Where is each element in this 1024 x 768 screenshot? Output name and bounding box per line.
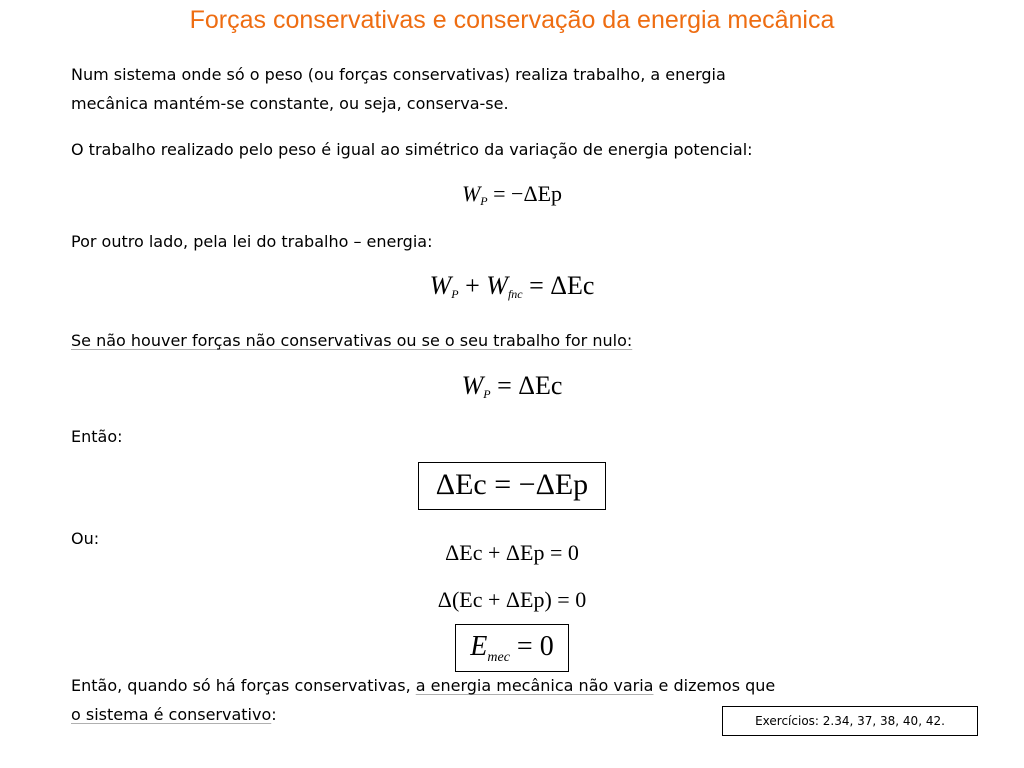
no-nonconservative-label: Se não houver forças não conservativas ou se o seu trabalho for nulo: xyxy=(71,331,633,350)
formula-subscript: fnc xyxy=(507,287,523,301)
formula-subscript: P xyxy=(480,194,488,208)
formula-rhs: = ΔEc xyxy=(490,371,563,400)
formula-subscript: mec xyxy=(487,650,510,665)
formula-work-energy-theorem xyxy=(0,273,1024,307)
intro-line-2: mecânica mantém-se constante, ou seja, conserva-se. xyxy=(71,94,509,113)
formula-delta-sum-zero: Δ(Ec + ΔEp) = 0 xyxy=(437,587,587,612)
formula-work-kinetic xyxy=(0,373,1024,407)
conclusion-middle: e dizemos que xyxy=(653,676,776,695)
work-weight-text: O trabalho realizado pelo peso é igual ao simétrico da variação de energia potencial: xyxy=(71,140,753,159)
conclusion-highlight-energy: a energia mecânica não varia xyxy=(415,676,654,695)
formula-operator: + xyxy=(458,271,487,300)
formula-sum-zero: ΔEc + ΔEp = 0 xyxy=(445,540,579,565)
boxed-formula-mechanical-energy xyxy=(455,624,569,672)
conclusion-prefix: Então, quando só há forças conservativas, xyxy=(71,676,416,695)
conclusion-line-1 xyxy=(71,671,775,700)
conclusion-highlight-system: o sistema é conservativo xyxy=(71,705,272,724)
formula-symbol: W xyxy=(461,371,484,400)
work-energy-text: Por outro lado, pela lei do trabalho – energia: xyxy=(71,232,433,251)
formula-symbol: W xyxy=(486,271,508,300)
no-nonconservative-text xyxy=(71,326,632,355)
formula-subscript: P xyxy=(451,287,459,301)
boxed-formula-energy-exchange: ΔEc = −ΔEp xyxy=(418,462,606,510)
exercises-box: Exercícios: 2.34, 37, 38, 40, 42. xyxy=(722,706,978,736)
or-label: Ou: xyxy=(71,529,100,548)
formula-work-weight xyxy=(0,181,1024,214)
formula-rhs: = −ΔEp xyxy=(487,181,563,206)
formula-subscript: P xyxy=(483,387,491,401)
slide-title: Forças conservativas e conservação da energia mecânica xyxy=(189,6,835,34)
intro-line-1: Num sistema onde só o peso (ou forças conservativas) realiza trabalho, a energia xyxy=(71,65,726,84)
formula-rhs: = ΔEc xyxy=(522,271,595,300)
formula-symbol: E xyxy=(470,631,488,662)
conclusion-suffix: : xyxy=(271,705,277,724)
then-label: Então: xyxy=(71,427,123,446)
formula-symbol: W xyxy=(461,181,481,206)
formula-symbol: W xyxy=(429,271,452,300)
formula-rhs: = 0 xyxy=(509,631,554,662)
conclusion-line-2 xyxy=(71,700,277,729)
